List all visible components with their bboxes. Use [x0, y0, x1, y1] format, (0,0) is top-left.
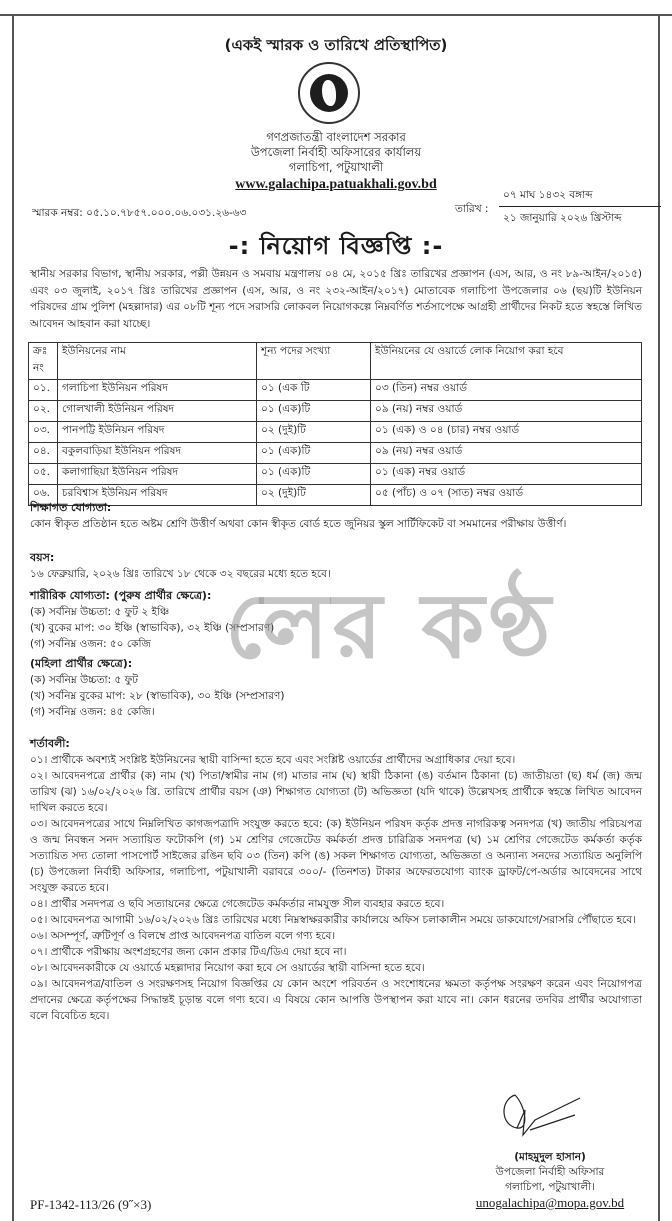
education-text: কোন স্বীকৃত প্রতিষ্ঠান হতে অষ্টম শ্রেণি উত্তীর্ণ অথবা কোন স্বীকৃত বোর্ড হতে জুনিয়র স্কুল সার্টিফিকেট বা সমমানের পরীক্ষায় উত্তীর্ণ।	[30, 518, 567, 530]
cell-union: বকুলবাড়িয়া ইউনিয়ন পরিষদ	[58, 443, 257, 464]
table-header-row	[29, 343, 642, 380]
page-border-left	[12, 14, 14, 1221]
memo-value: ০৫.১০.৭৮৫৭.০০০.০৬.০৩১.২৬-৬৩	[86, 207, 247, 219]
signatory-designation: উপজেলা নির্বাহী অফিসার	[495, 1166, 605, 1178]
newspaper-watermark: লের কণ্ঠ	[225, 574, 555, 679]
condition-item: ০২। আবেদনপত্রে প্রার্থীর (ক) নাম (খ) পিতা/স্বামীর নাম (গ) মাতার নাম (ঘ) স্থায়ী ঠিকানা (ঙ) বর্তমান ঠিকানা (চ) জাতীয়তা (ছ) ধর্ম (জ) জন্ম তারিখ (ঝ) ১৬/০২/২০২৬ খ্রি. তারিখে প্রার্থীর বয়স (ঞ) শিক্ষাগত যোগ্যতা (ট) অভিজ্ঞতা (যদি থাকে) উল্লেখসহ প্রার্থীকে স্বহস্তে লিখিত আবেদন দাখিল করতে হবে।	[30, 770, 642, 814]
table-row	[29, 401, 642, 422]
physical-female-section	[30, 656, 642, 720]
condition-item: ০৭। প্রার্থীকে পরীক্ষায় অংশগ্রহণের জন্য কোন প্রকার টিএ/ডিএ দেয়া হবে না।	[30, 946, 347, 958]
age-heading: বয়স:	[30, 551, 55, 564]
cell-union: গলাচিপা ইউনিয়ন পরিষদ	[58, 380, 257, 401]
cell-union: গোলখালী ইউনিয়ন পরিষদ	[58, 401, 257, 422]
signatory-name: (মাহমুদুল হাসান)	[514, 1151, 586, 1163]
cell-ward: ০৩ (তিন) নম্বর ওয়ার্ড	[371, 380, 642, 401]
age-text: ১৬ ফেব্রুয়ারি, ২০২৬ খ্রিঃ তারিখে ১৮ থেকে ৩২ বছরের মধ্যে হতে হবে।	[30, 568, 331, 580]
condition-item: ০৫। আবেদনপত্র আগামী ১৬/০২/২০২৬ খ্রিঃ তারিখের মধ্যে নিম্নস্বাক্ষরকারীর কার্যালয়ে অফিস চলাকালীন সময়ে ডাকযোগে/সরাসরি পৌঁছাতে হবে।	[30, 914, 636, 926]
cell-ward: ০৯ (নয়) নম্বর ওয়ার্ড	[371, 443, 642, 464]
condition-item: ০১। প্রার্থীকে অবশ্যই সংশ্লিষ্ট ইউনিয়নের স্থায়ী বাসিন্দা হতে হবে এবং সংশ্লিষ্ট ওয়ার্ডের প্রার্থীদের অগ্রাধিকার দেয়া হবে।	[30, 754, 516, 766]
table-row	[29, 422, 642, 443]
vacancy-table	[28, 342, 642, 506]
page-border-right	[658, 14, 660, 1221]
cell-ward: ০১ (এক) ও ০৪ (চার) নম্বর ওয়ার্ড	[371, 422, 642, 443]
cell-serial: ০৫.	[29, 464, 58, 485]
col-ward: ইউনিয়নের যে ওয়ার্ডে লোক নিয়োগ করা হবে	[371, 343, 642, 380]
replacement-note: (একই স্মারক ও তারিখে প্রতিস্থাপিত)	[224, 36, 448, 54]
physical-male-heading: শারীরিক যোগ্যতা: (পুরুষ প্রার্থীর ক্ষেত্রে):	[30, 589, 212, 602]
memo-number	[32, 206, 246, 223]
cell-posts: ০১ (এক)টি	[257, 401, 371, 422]
condition-item: ০৬। অসম্পূর্ণ, ত্রুটিপূর্ণ ও বিলম্বে প্রাপ্ত আবেদনপত্র বাতিল বলে গণ্য হবে।	[30, 930, 336, 942]
cell-posts: ০১ (এক)টি	[257, 464, 371, 485]
table-row	[29, 380, 642, 401]
signature-icon	[495, 1090, 585, 1140]
physical-female-heading: (মহিলা প্রার্থীর ক্ষেত্রে):	[30, 657, 133, 670]
office-name: উপজেলা নির্বাহী অফিসারের কার্যালয়	[250, 145, 422, 159]
website-link[interactable]: www.galachipa.patuakhali.gov.bd	[235, 177, 437, 192]
bangladesh-government-seal-icon	[298, 62, 360, 124]
memo-label: স্মারক নম্বর:	[32, 207, 83, 219]
footer-code: PF-1342-113/26 (9˝×3)	[30, 1197, 152, 1212]
government-name: গণপ্রজাতন্ত্রী বাংলাদেশ সরকার	[266, 130, 406, 144]
col-posts: শূন্য পদের সংখ্যা	[257, 343, 371, 380]
cell-serial: ০২.	[29, 401, 58, 422]
physical-male-section	[30, 588, 642, 652]
condition-item: ০৯। আবেদনপত্র/বাতিল ও সংরক্ষণসহ নিয়োগ বিজ্ঞপ্তির যে কোন অংশে পরিবর্তন ও সংশোধনের ক্ষমতা কর্তৃপক্ষ সংরক্ষণ করেন এবং নিয়োগপত্র প্রদানের ক্ষেত্রে কর্তৃপক্ষের সিদ্ধান্তই চূড়ান্ত বলে গণ্য হবে। এ বিষয়ে কোন আপত্তি উপস্থাপন করা যাবে না। কোন ধরনের তদবির প্রার্থীর অযোগ্যতা বলে বিবেচিত হবে।	[30, 978, 642, 1022]
physical-male-item: (ক) সর্বনিম্ন উচ্চতা: ৫ ফুট ২ ইঞ্চি	[30, 606, 170, 618]
signatory-email-link[interactable]: unogalachipa@mopa.gov.bd	[475, 1195, 625, 1210]
conditions-section	[30, 736, 642, 1024]
date-divider	[499, 206, 661, 207]
physical-male-item: (খ) বুকের মাপ: ৩০ ইঞ্চি (স্বাভাবিক), ৩২ ইঞ্চি (সম্প্রসারণ)	[30, 622, 275, 634]
condition-item: ০৩। আবেদনপত্রের সাথে নিম্নলিখিত কাগজপত্রাদি সংযুক্ত করতে হবে: (ক) ইউনিয়ন পরিষদ কর্তৃক প্রদত্ত নাগরিকত্ব সনদপত্র (খ) জাতীয় পরিচয়পত্র ও জন্ম নিবন্ধন সনদ সত্যায়িত ফটোকপি (গ) ১ম শ্রেণির গেজেটেড কর্মকর্তা প্রদত্ত চারিত্রিক সনদপত্র (ঘ) ১ম শ্রেণির গেজেটেড কর্মকর্তা কর্তৃক সত্যায়িত সদ্য তোলা পাসপোর্ট সাইজের রঙিন ছবি ০৩ (তিন) কপি (ঙ) সকল শিক্ষাগত যোগ্যতা, অভিজ্ঞতা ও অন্যান্য সনদের সত্যায়িত অনুলিপি (চ) উপজেলা নির্বাহী অফিসার, গলাচিপা, পটুয়াখালী বরাবরে ৩০০/- (তিনশত) টাকার অফেরতযোগ্য ব্যাংক ড্রাফট/পে-অর্ডার আবেদনের সাথে সংযুক্ত করতে হবে।	[30, 818, 642, 894]
age-section	[30, 550, 642, 582]
date-bangla: ০৭ মাঘ ১৪৩২ বঙ্গাব্দ	[503, 189, 593, 201]
cell-serial: ০৬.	[29, 485, 58, 506]
office-header	[0, 130, 672, 175]
conditions-heading: শর্তাবলী:	[30, 737, 70, 750]
page-border-top	[0, 14, 672, 16]
cell-posts: ০১ (এক)টি	[257, 443, 371, 464]
condition-item: ০৮। আবেদনকারীকে যে ওয়ার্ডে মহল্লাদার নিয়োগ করা হবে সে ওয়ার্ডের স্থায়ী বাসিন্দা হতে হবে।	[30, 962, 425, 974]
cell-serial: ০৪.	[29, 443, 58, 464]
intro-paragraph: স্থানীয় সরকার বিভাগ, স্থানীয় সরকার, পল্লী উন্নয়ন ও সমবায় মন্ত্রণালয় ০৪ মে, ২০১৫ খ্রিঃ তারিখের প্রজ্ঞাপন (এস, আর, ও নং ৮৯-আইন/২০১৫) এবং ০৩ জুলাই, ২০১৭ খ্রিঃ তারিখের প্রজ্ঞাপন (এস, আর, ও নং ২৩২-আইন/২০১৭) মোতাবেক গলাচিপা উপজেলার ০৬ (ছয়)টি ইউনিয়ন পরিষদের গ্রাম পুলিশ (মহল্লাদার) এর ০৮টি শূন্য পদে সরাসরি লোকবল নিয়োগকল্পে নিম্নবর্ণিত শর্তসাপেক্ষে আগ্রহী প্রার্থীদের নিকট হতে স্বহস্তে লিখিত আবেদন আহবান করা যাচ্ছে।	[30, 268, 642, 330]
physical-female-item: (ক) সর্বনিম্ন উচ্চতা: ৫ ফুট	[30, 674, 139, 686]
office-location: গলাচিপা, পটুয়াখালী	[288, 160, 384, 174]
cell-posts: ০২ (দুই)টি	[257, 485, 371, 506]
signatory-block	[440, 1150, 660, 1210]
cell-ward: ০৯ (নয়) নম্বর ওয়ার্ড	[371, 401, 642, 422]
education-heading: শিক্ষাগত যোগ্যতা:	[30, 501, 112, 514]
notice-title: -: নিয়োগ বিজ্ঞপ্তি :-	[228, 232, 444, 260]
signatory-location: গলাচিপা, পটুয়াখালী।	[505, 1181, 595, 1193]
cell-ward: ০৫ (পাঁচ) ও ০৭ (সাত) নম্বর ওয়ার্ড	[371, 485, 642, 506]
table-row	[29, 464, 642, 485]
cell-serial: ০১.	[29, 380, 58, 401]
cell-posts: ০১ (এক টি	[257, 380, 371, 401]
cell-serial: ০৩.	[29, 422, 58, 443]
physical-female-item: (গ) সর্বনিম্ন ওজন: ৪৫ কেজি।	[30, 706, 155, 718]
cell-union: চরবিশ্বাস ইউনিয়ন পরিষদ	[58, 485, 257, 506]
col-union: ইউনিয়নের নাম	[58, 343, 257, 380]
date-gregorian: ২১ জানুয়ারি ২০২৬ খ্রিস্টাব্দ	[503, 212, 622, 224]
cell-ward: ০১ (এক) নম্বর ওয়ার্ড	[371, 464, 642, 485]
cell-union: পানপট্টি ইউনিয়ন পরিষদ	[58, 422, 257, 443]
physical-female-item: (খ) সর্বনিম্ন বুকের মাপ: ২৮ (স্বাভাবিক), ৩০ ইঞ্চি (সম্প্রসারণ)	[30, 690, 285, 702]
condition-item: ০৪। প্রার্থীর সনদপত্র ও ছবি সত্যায়নের ক্ষেত্রে গেজেটেড কর্মকর্তার নামযুক্ত সীল ব্যবহার করতে হবে।	[30, 898, 445, 910]
education-section	[30, 500, 642, 532]
date-label: তারিখ :	[455, 203, 489, 215]
map-shape-icon	[322, 80, 336, 106]
cell-posts: ০২ (দুই)টি	[257, 422, 371, 443]
physical-male-item: (গ) সর্বনিম্ন ওজন: ৫০ কেজি	[30, 638, 151, 650]
cell-union: কলাগাছিয়া ইউনিয়ন পরিষদ	[58, 464, 257, 485]
col-serial: ক্রঃ নং	[29, 343, 58, 380]
table-row	[29, 443, 642, 464]
